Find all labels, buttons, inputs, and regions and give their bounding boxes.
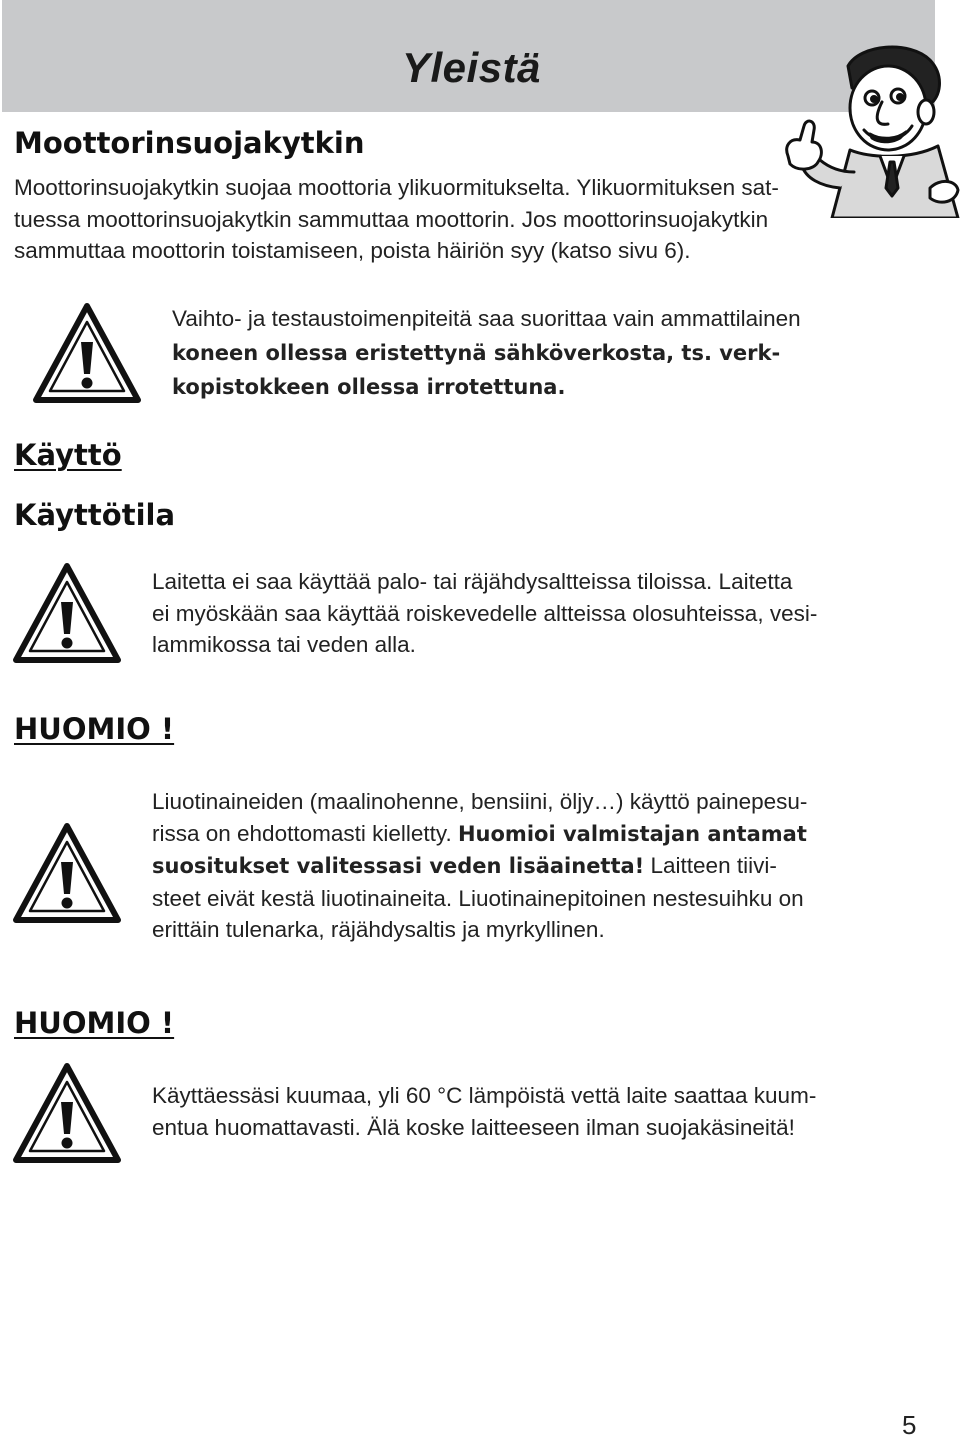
usage-place-text [152, 566, 817, 661]
note-hot-water-text [152, 1080, 816, 1143]
text-line: ei myöskään saa käyttää roiskevedelle altteissa olosuhteissa, vesi- [152, 600, 818, 626]
text-run-bold: suositukset valitessasi veden lisäainetta! [152, 854, 645, 878]
page-title: Yleistä [402, 44, 541, 91]
section-heading-note-hot-water: HUOMIO ! [14, 1006, 175, 1040]
section-heading-usage-place: Käyttötila [14, 498, 176, 532]
text-line: entua huomattavasti. Älä koske laitteeseen ilman suojakäsineitä! [152, 1114, 795, 1140]
text-line-bold: kopistokkeen ollessa irrotettuna. [172, 375, 566, 399]
warning-triangle-icon [32, 302, 142, 404]
text-line: Käyttäessäsi kuumaa, yli 60 °C lämpöistä vettä laite saattaa kuum- [152, 1083, 817, 1108]
motor-protection-text [14, 172, 779, 267]
text-line: Laitetta ei saa käyttää palo- tai räjähdysaltteissa tiloissa. Laitetta [152, 569, 793, 594]
text-line: Liuotinaineiden (maalinohenne, bensiini, öljy…) käyttö painepesu- [152, 789, 808, 814]
warning-text-maintenance [172, 302, 801, 404]
text-line: lammikossa tai veden alla. [152, 632, 416, 657]
text-line-bold: koneen ollessa eristettynä sähköverkosta, ts. verk- [172, 341, 781, 365]
warning-triangle-icon [12, 562, 122, 664]
text-line: erittäin tulenarka, räjähdysaltis ja myrkyllinen. [152, 917, 605, 942]
text-line: Moottorinsuojakytkin suojaa moottoria ylikuormitukselta. Ylikuormituksen sat- [14, 175, 779, 200]
text-line: Vaihto- ja testaustoimenpiteitä saa suorittaa vain ammattilainen [172, 306, 801, 331]
section-heading-usage: Käyttö [14, 438, 122, 472]
text-run: Laitteen tiivi- [644, 853, 777, 878]
page-number: 5 [902, 1410, 917, 1440]
warning-triangle-icon [12, 1062, 122, 1164]
section-heading-motor-protection: Moottorinsuojakytkin [14, 126, 365, 160]
warning-triangle-icon [12, 822, 122, 924]
mascot-illustration [780, 38, 960, 218]
note-solvents-text [152, 786, 807, 946]
text-line: tuessa moottorinsuojakytkin sammuttaa moottorin. Jos moottorinsuojakytkin [14, 206, 769, 232]
text-run: rissa on ehdottomasti kielletty. [152, 820, 458, 846]
section-heading-note-solvents: HUOMIO ! [14, 712, 175, 746]
text-line: steet eivät kestä liuotinaineita. Liuotinainepitoinen nestesuihku on [152, 885, 804, 911]
text-line: sammuttaa moottorin toistamiseen, poista häiriön syy (katso sivu 6). [14, 238, 691, 263]
text-run-bold: Huomioi valmistajan antamat [457, 821, 807, 846]
